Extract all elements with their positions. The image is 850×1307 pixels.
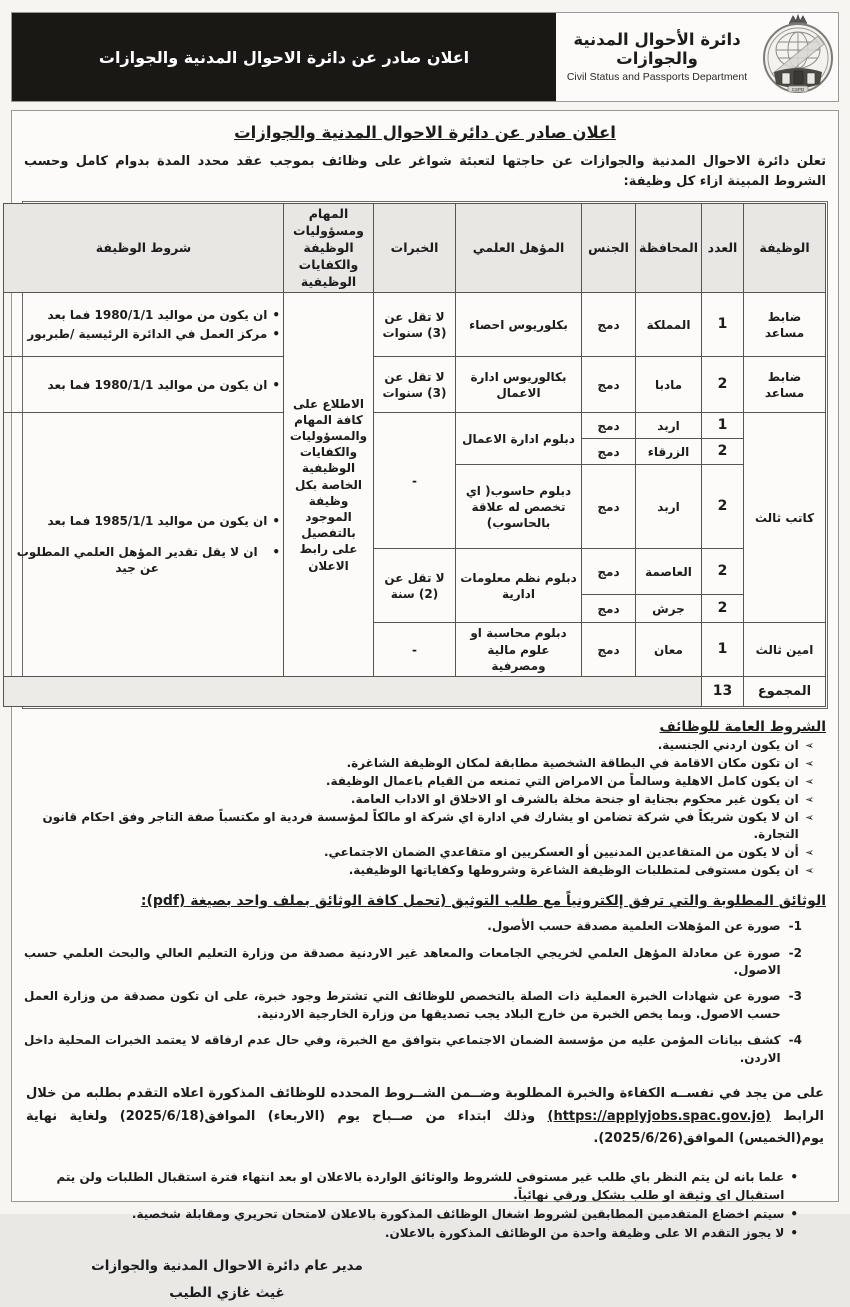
gender-cell: دمج <box>582 623 636 677</box>
jobs-table <box>3 203 826 707</box>
gender-cell: دمج <box>582 595 636 623</box>
gender-cell: دمج <box>582 293 636 357</box>
count-cell: 1 <box>702 293 744 357</box>
arrow-bullet-icon: ➢ <box>804 793 814 807</box>
job-title-cell: ضابط مساعد <box>744 293 826 357</box>
governorate-cell: العاصمة <box>636 549 702 595</box>
document-text: صورة عن شهادات الخبرة العملية ذات الصلة بالتخصص للوظائف التي تشترط وجود خبرة، على ان تكون مصدقة من وزارة العمل حسب الاصول. وبما يخص الخبرة من خارج البلاد يجب تصديقها من وزارة الخارجية الاردنية. <box>24 989 781 1021</box>
experience-cell: - <box>374 413 456 549</box>
condition-bullet <box>7 377 280 393</box>
general-condition-text: ان يكون مستوفى لمتطلبات الوظيفة الشاغرة وشروطها وكفاياتها الوظيفية. <box>348 863 799 878</box>
experience-cell: لا تقل عن (3) سنوات <box>374 357 456 413</box>
emblem-caption: CSPD <box>791 86 805 92</box>
governorate-cell: معان <box>636 623 702 677</box>
arrow-bullet-icon: ➢ <box>804 775 814 788</box>
qualification-cell: بكالوريوس ادارة الاعمال <box>456 357 582 413</box>
banner-title: اعلان صادر عن دائرة الاحوال المدنية والجوازات <box>98 47 470 67</box>
signature-block <box>77 1253 377 1307</box>
condition-text: ان يكون من مواليد 1980/1/1 فما بعد <box>47 308 268 323</box>
count-cell: 2 <box>702 439 744 465</box>
table-row <box>4 357 826 413</box>
condition-text: مركز العمل في الدائرة الرئيسية /طبربور <box>27 327 268 342</box>
job-title-cell: كاتب ثالث <box>744 413 826 623</box>
documents-heading: الوثائق المطلوبة والتي ترفق إلكترونياً مع طلب التوثيق (تحمل كافة الوثائق بملف واحد بصيغة (pdf): <box>140 893 826 910</box>
general-condition-text: ان يكون اردني الجنسية. <box>657 737 799 752</box>
application-text-before: على من يجد في نفســه الكفاءة والخبرة المطلوبة وضــمن الشــروط المحدده للوظائف المذكورة اعلاه التقدم بطلبه من خلال الرابط <box>26 1085 824 1124</box>
conditions-cell <box>4 413 284 677</box>
gender-cell: دمج <box>582 357 636 413</box>
document-item <box>24 1032 802 1067</box>
bullet-icon: • <box>272 377 280 392</box>
job-title-cell: امين ثالث <box>744 623 826 677</box>
qualification-cell: دبلوم ادارة الاعمال <box>456 413 582 465</box>
qualification-cell: بكلوريوس احصاء <box>456 293 582 357</box>
count-cell: 2 <box>702 549 744 595</box>
document-item <box>24 988 802 1023</box>
gender-cell: دمج <box>582 465 636 549</box>
table-row <box>4 293 826 357</box>
total-label: المجموع <box>744 676 826 706</box>
document-item <box>24 918 802 935</box>
intro-paragraph: تعلن دائرة الاحوال المدنية والجوازات عن حاجتها لتعبئة شواغر على وظائف بموجب عقد محدد المدة بدوام كامل وحسب الشروط المبينة ازاء كل وظيفة: <box>24 154 826 189</box>
column-header-experience: الخبرات <box>374 204 456 293</box>
count-cell: 2 <box>702 595 744 623</box>
general-condition-item <box>24 773 814 790</box>
job-title-cell: ضابط مساعد <box>744 357 826 413</box>
bullet-icon: • <box>790 1226 798 1241</box>
experience-cell: لا تقل عن (2) سنة <box>374 549 456 623</box>
signature-title: مدير عام دائرة الاحوال المدنية والجوازات <box>91 1257 363 1274</box>
general-conditions-list <box>22 737 828 879</box>
general-condition-item <box>24 755 814 772</box>
cspd-emblem-icon <box>760 14 836 100</box>
experience-cell: - <box>374 623 456 677</box>
condition-text: ان يكون من مواليد 1980/1/1 فما بعد <box>47 377 268 392</box>
qualification-cell: دبلوم محاسبة او علوم مالية ومصرفية <box>456 623 582 677</box>
count-cell: 2 <box>702 357 744 413</box>
document-text: كشف بيانات المؤمن عليه من مؤسسة الضمان الاجتماعي بتوافق مع الخبرة، وفي حال عدم ارفاقه لا يعتمد الخبرات المحلية داخل الاردن. <box>24 1033 781 1065</box>
note-item <box>24 1169 798 1204</box>
gender-cell: دمج <box>582 413 636 439</box>
general-condition-item <box>24 737 814 754</box>
banner-title-bar <box>12 13 556 101</box>
general-condition-item <box>24 791 814 808</box>
column-header-conditions: شروط الوظيفة <box>4 204 284 293</box>
condition-bullet <box>7 513 280 529</box>
general-condition-text: ان تكون مكان الاقامة في البطاقة الشخصية مطابقة لمكان الوظيفة الشاغرة. <box>346 755 799 770</box>
note-text: سيتم اخضاع المتقدمين المطابقين لشروط اشغال الوظائف المذكورة بالاعلان لامتحان تحريري ومقابلة شخصية. <box>131 1206 785 1221</box>
column-header-gender: الجنس <box>582 204 636 293</box>
gender-cell: دمج <box>582 549 636 595</box>
general-condition-item <box>24 844 814 861</box>
column-header-qualification: المؤهل العلمي <box>456 204 582 293</box>
governorate-cell: مادبا <box>636 357 702 413</box>
org-text <box>558 31 756 83</box>
item-number: 4- <box>788 1033 802 1048</box>
general-condition-text: ان يكون كامل الاهلية وسالماً من الامراض التي تمنعه من القيام باعمال الوظيفة. <box>325 774 799 788</box>
column-header-governorate: المحافظة <box>636 204 702 293</box>
announcement-title: اعلان صادر عن دائرة الاحوال المدنية والجوازات <box>234 123 616 142</box>
bullet-icon: • <box>272 514 280 529</box>
total-row <box>4 676 826 706</box>
org-name-arabic: دائرة الأحوال المدنية والجوازات <box>573 30 741 68</box>
general-condition-text: ان يكون غير محكوم بجناية او جنحة مخلة بالشرف او الاخلاق او الاداب العامة. <box>350 792 799 807</box>
table-row <box>4 413 826 439</box>
governorate-cell: جرش <box>636 595 702 623</box>
governorate-cell: اربد <box>636 465 702 549</box>
item-number: 3- <box>788 989 802 1004</box>
note-text: علما بانه لن يتم النظر باي طلب غير مستوفى للشروط والوثائق الواردة بالاعلان او بعد انتهاء فترة استقبال الطلبات ولن يتم استقبال اي وثيقة او طلب بشكل ورقي نهائياً. <box>56 1170 785 1202</box>
bullet-icon: • <box>790 1170 798 1185</box>
bullet-icon: • <box>272 308 280 323</box>
conditions-cell <box>4 293 284 357</box>
documents-list <box>22 918 828 1067</box>
general-condition-text: أن لا يكون من المتقاعدين المدنيين أو العسكريين او متقاعدي الضمان الاجتماعي. <box>323 845 799 860</box>
arrow-bullet-icon: ➢ <box>804 864 814 878</box>
note-text: لا يجوز التقدم الا على وظيفة واحدة من الوظائف المذكورة بالاعلان. <box>384 1226 785 1241</box>
general-condition-item <box>24 862 814 879</box>
application-link[interactable]: (https://applyjobs.spac.gov.jo) <box>547 1108 771 1124</box>
application-text-after: وذلك ابتداء من صــباح يوم (الاربعاء) الموافق(2025/6/18) ولغاية نهاية يوم(الخميس) الموافق(2025/6/26). <box>26 1108 824 1147</box>
condition-text: ان يكون من مواليد 1985/1/1 فما بعد <box>47 514 268 529</box>
bullet-icon: • <box>272 544 280 559</box>
condition-bullet <box>7 326 280 342</box>
notes-list <box>22 1169 828 1243</box>
count-cell: 2 <box>702 465 744 549</box>
org-name-english: Civil Status and Passports Department <box>566 70 748 83</box>
document-item <box>24 945 802 980</box>
arrow-bullet-icon: ➢ <box>804 756 814 770</box>
jobs-table-wrapper <box>16 201 828 709</box>
qualification-cell: دبلوم نظم معلومات ادارية <box>456 549 582 623</box>
announcement-body <box>11 110 839 1301</box>
table-header-row <box>4 204 826 293</box>
duties-cell: الاطلاع على كافة المهام والمسؤوليات والكفايات الوظيفية الخاصة بكل وظيفة الموجود بالتفصيل على رابط الاعلان <box>284 293 374 677</box>
general-condition-item <box>24 809 814 843</box>
condition-bullet <box>7 307 280 323</box>
count-cell: 1 <box>702 413 744 439</box>
bullet-icon: • <box>790 1206 798 1221</box>
header-banner <box>11 12 839 102</box>
application-paragraph <box>26 1083 824 1151</box>
general-conditions-heading: الشروط العامة للوظائف <box>659 718 826 735</box>
arrow-bullet-icon: ➢ <box>804 846 814 860</box>
experience-cell: لا تقل عن (3) سنوات <box>374 293 456 357</box>
column-header-duties: المهام ومسؤوليات الوظيفة والكفايات الوظيفية <box>284 204 374 293</box>
governorate-cell: اربد <box>636 413 702 439</box>
column-header-count: العدد <box>702 204 744 293</box>
note-item <box>24 1206 798 1223</box>
document-text: صورة عن معادلة المؤهل العلمي لخريجي الجامعات والمعاهد غير الاردنية مصدقة من وزارة التعليم العالي والبحث العلمي حسب الاصول. <box>24 945 781 977</box>
org-area <box>556 13 838 101</box>
condition-bullet <box>7 544 280 576</box>
item-number: 2- <box>788 945 802 960</box>
count-cell: 1 <box>702 623 744 677</box>
arrow-bullet-icon: ➢ <box>804 811 814 825</box>
qualification-cell: دبلوم حاسوب( اي تخصص له علاقة بالحاسوب) <box>456 465 582 549</box>
item-number: 1- <box>788 919 802 934</box>
column-header-job: الوظيفة <box>744 204 826 293</box>
bullet-icon: • <box>272 327 280 342</box>
total-value: 13 <box>702 676 744 706</box>
document-text: صورة عن المؤهلات العلمية مصدقة حسب الأصول. <box>487 919 781 934</box>
conditions-cell <box>4 357 284 413</box>
signature-name: غيث غازي الطيب <box>169 1284 285 1301</box>
condition-text: ان لا يقل تقدير المؤهل العلمي المطلوب عن جيد <box>16 544 258 575</box>
governorate-cell: الزرقاء <box>636 439 702 465</box>
total-row-filler <box>4 676 702 706</box>
arrow-bullet-icon: ➢ <box>804 738 814 752</box>
general-condition-text: ان لا يكون شريكاً في شركة تضامن او يشارك في ادارة اي شركة او مالكاً لمؤسسة فردية او مكتسباً صفة التاجر وفق احكام قانون التجارة. <box>42 810 799 842</box>
gender-cell: دمج <box>582 439 636 465</box>
note-item <box>24 1225 798 1242</box>
governorate-cell: المملكة <box>636 293 702 357</box>
